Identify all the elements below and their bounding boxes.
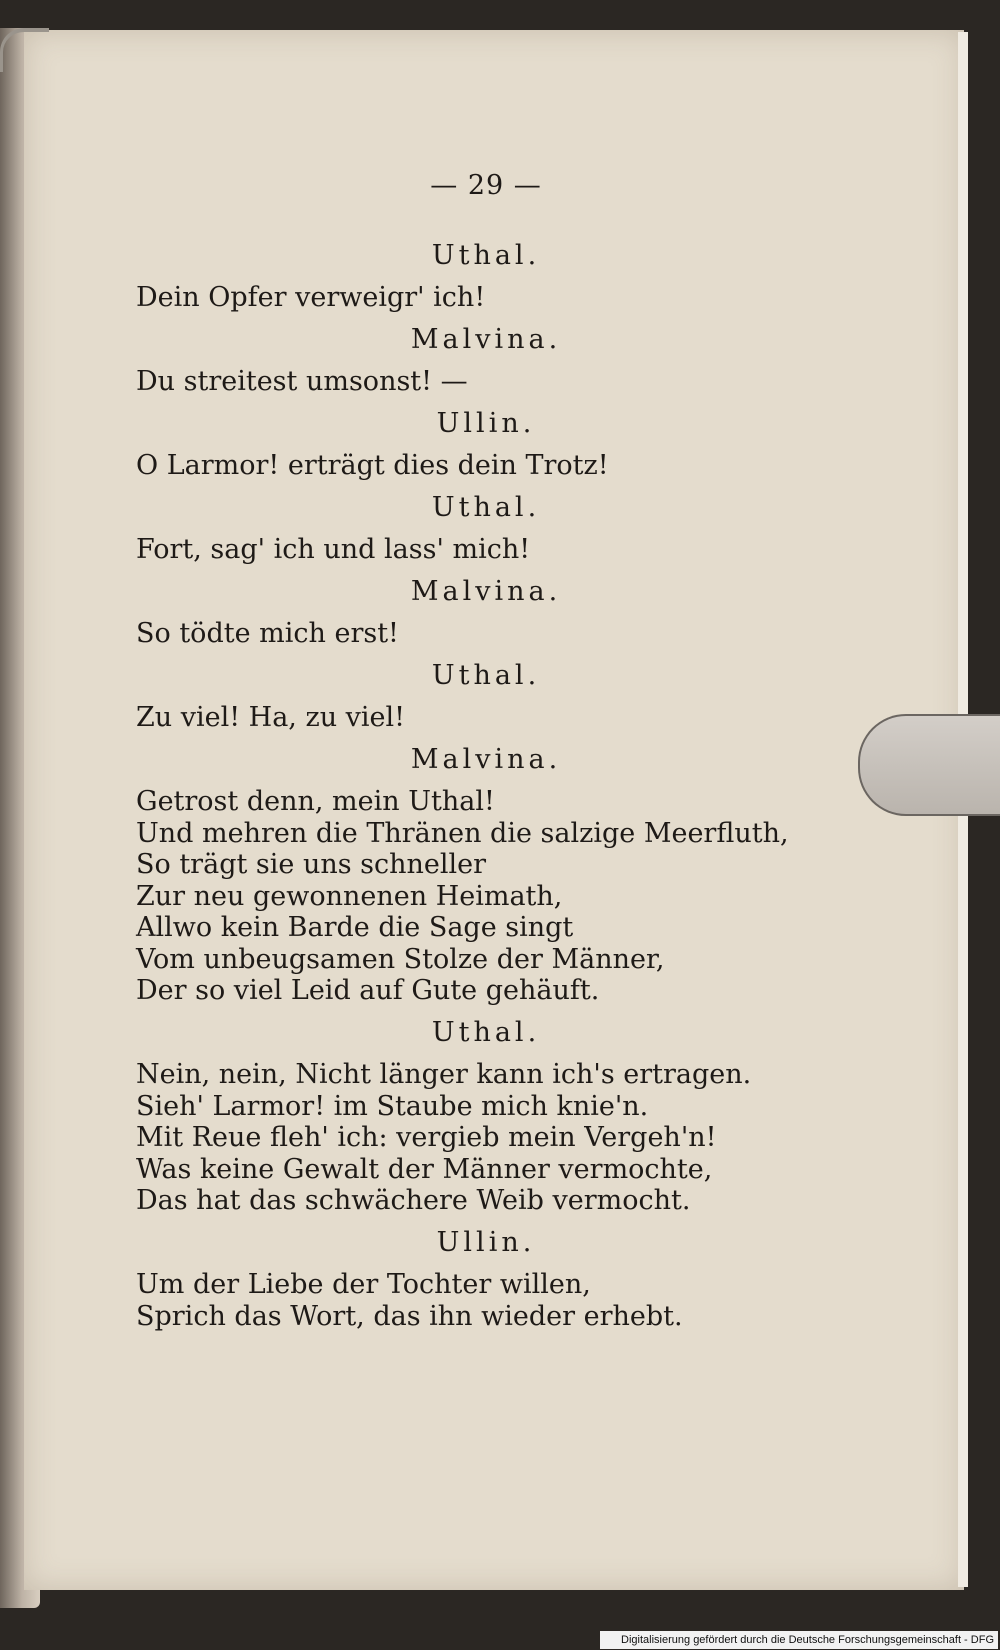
dialogue-block <box>136 1227 836 1333</box>
verse-line: So trägt sie uns schneller <box>136 849 487 880</box>
digitization-credit: Digitalisierung gefördert durch die Deutsche Forschungsgemeinschaft - DFG <box>600 1631 998 1649</box>
verse-line: Um der Liebe der Tochter willen, <box>136 1269 591 1300</box>
page-number: — 29 — <box>430 170 542 201</box>
speaker-name: Uthal. <box>431 239 541 271</box>
verse-line: Der so viel Leid auf Gute gehäuft. <box>136 975 600 1006</box>
speaker-name: Uthal. <box>431 1016 541 1048</box>
verse-line: O Larmor! erträgt dies dein Trotz! <box>136 450 609 481</box>
dialogue-block <box>136 576 836 650</box>
speaker-name: Malvina. <box>410 743 562 775</box>
page-clip-tab <box>858 714 1000 816</box>
verse-line: Mit Reue fleh' ich: vergieb mein Vergeh'n! <box>136 1122 717 1153</box>
dialogue-block <box>136 744 836 1007</box>
verse-line: Zur neu gewonnenen Heimath, <box>136 880 563 912</box>
verse-line: Getrost denn, mein Uthal! <box>136 786 495 817</box>
speaker-name: Ullin. <box>436 407 536 439</box>
verse-line: Du streitest umsonst! — <box>136 366 468 397</box>
verse-line: Zu viel! Ha, zu viel! <box>136 702 406 733</box>
dialogue-block <box>136 240 836 314</box>
speaker-name: Malvina. <box>410 575 562 607</box>
speaker-name: Uthal. <box>431 491 541 523</box>
dialogue-block <box>136 324 836 398</box>
verse-line: So tödte mich erst! <box>136 618 399 649</box>
page-text <box>136 170 836 1336</box>
verse-line: Vom unbeugsamen Stolze der Männer, <box>136 943 665 975</box>
dialogue-block <box>136 492 836 566</box>
verse-line: Das hat das schwächere Weib vermocht. <box>136 1185 691 1216</box>
speaker-name: Malvina. <box>410 323 562 355</box>
verse-line: Dein Opfer verweigr' ich! <box>136 282 486 313</box>
verse-line: Sprich das Wort, das ihn wieder erhebt. <box>136 1300 683 1332</box>
speaker-name: Uthal. <box>431 659 541 691</box>
dialogue-block <box>136 1017 836 1217</box>
verse-line: Allwo kein Barde die Sage singt <box>136 912 574 943</box>
verse-line: Nein, nein, Nicht länger kann ich's ertragen. <box>136 1059 752 1090</box>
verse-line: Und mehren die Thränen die salzige Meerfluth, <box>136 817 789 849</box>
verse-line: Sieh' Larmor! im Staube mich knie'n. <box>136 1090 649 1122</box>
page-clip-corner <box>0 28 49 72</box>
dialogue-block <box>136 660 836 734</box>
verse-line: Fort, sag' ich und lass' mich! <box>136 534 531 565</box>
verse-line: Was keine Gewalt der Männer vermochte, <box>136 1153 713 1185</box>
dialogue-block <box>136 408 836 482</box>
dialogue <box>136 240 836 1333</box>
speaker-name: Ullin. <box>436 1226 536 1258</box>
